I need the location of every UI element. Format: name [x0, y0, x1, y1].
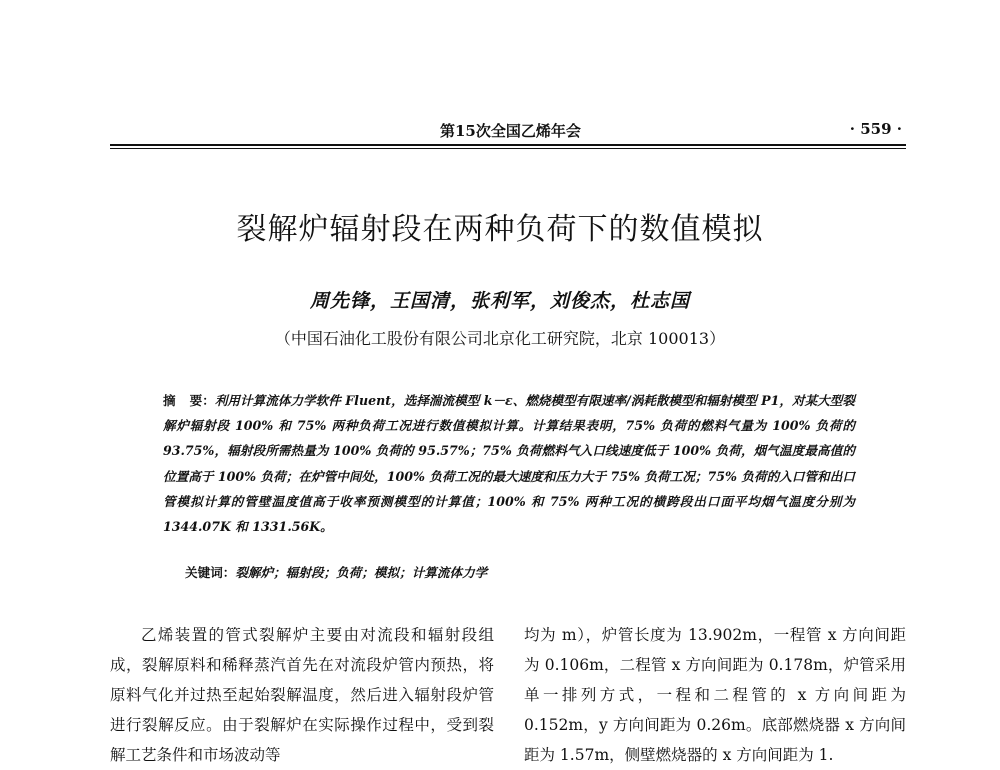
keywords — [185, 562, 487, 581]
body-column-left — [110, 620, 494, 770]
affiliation: （中国石油化工股份有限公司北京化工研究院，北京 100013） — [274, 329, 726, 348]
keywords-label: 关键词： — [185, 565, 236, 580]
body-column-right — [524, 620, 906, 770]
abstract-text: 利用计算流体力学软件 Fluent，选择湍流模型 k－ε、燃烧模型有限速率/涡耗散模型和辐射模型 P1，对某大型裂解炉辐射段 100% 和 75% 两种负荷工况进行数值模拟计算。计算结果表明，75% 负荷的燃料气量为 100% 负荷的 93.75%，辐射段所需热量为 100% 负荷的 95.57%；75% 负荷燃料气入口线速度低于 100% 负荷，烟气温度最高值的位置高于 100% 负荷；在炉管中间处，100% 负荷工况的最大速度和压力大于 75% 负荷工况；75% 负荷的入口管和出口管模拟计算的管壁温度值高于收率预测模型的计算值；100% 和 75% 两种工况的横跨段出口面平均烟气温度分别为 1344.07K 和 1331.56K。 — [163, 393, 855, 535]
body-paragraph: 乙烯装置的管式裂解炉主要由对流段和辐射段组成，裂解原料和稀释蒸汽首先在对流段炉管内预热，将原料气化并过热至起始裂解温度，然后进入辐射段炉管进行裂解反应。由于裂解炉在实际操作过程中，受到裂解工艺条件和市场波动等 — [110, 626, 494, 764]
keywords-text: 裂解炉；辐射段；负荷；模拟；计算流体力学 — [235, 565, 488, 580]
header-rule — [110, 144, 906, 146]
body-paragraph: 均为 m），炉管长度为 13.902m，一程管 x 方向间距为 0.106m，二程管 x 方向间距为 0.178m，炉管采用单一排列方式，一程和二程管的 x 方向间距为 0.152m，y 方向间距为 0.26m。底部燃烧器 x 方向间距为 1.57m，侧壁燃烧器的 x 方向间距为 1. — [524, 626, 906, 764]
author-list: 周先锋，王国清，张利军，刘俊杰，杜志国 — [309, 290, 690, 312]
paper-title: 裂解炉辐射段在两种负荷下的数值模拟 — [236, 212, 764, 247]
header-rule-thin — [110, 148, 906, 149]
page-number: · 559 · — [849, 120, 902, 138]
running-header — [110, 118, 906, 144]
running-title: 第15次全国乙烯年会 — [440, 122, 581, 140]
abstract — [163, 388, 855, 539]
abstract-label: 摘 要： — [163, 393, 215, 408]
